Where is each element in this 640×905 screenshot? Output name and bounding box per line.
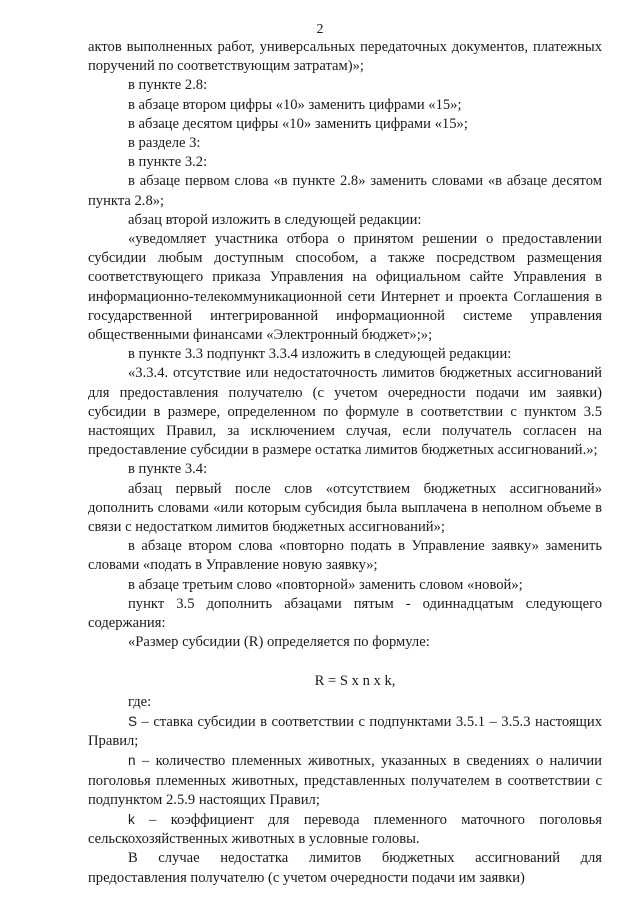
- paragraph-10: в пункте 3.3 подпункт 3.3.4 изложить в следующей редакции:: [128, 346, 512, 363]
- definition-s: [88, 712, 602, 751]
- definition-symbol: S: [128, 713, 138, 729]
- definition-text: – ставка субсидии в соответствии с подпунктами 3.5.1 – 3.5.3 настоящих Правил;: [88, 713, 602, 750]
- paragraph-7: в абзаце первом слова «в пункте 2.8» заменить словами «в абзаце десятом пункта 2.8»;: [88, 173, 602, 209]
- paragraph-1: актов выполненных работ, универсальных передаточных документов, платежных поручений по соответствующим затратам)»;: [88, 39, 602, 75]
- paragraph-8: абзац второй изложить в следующей редакции:: [128, 211, 422, 228]
- paragraph-13: абзац первый после слов «отсутствием бюджетных ассигнований» дополнить словами «или которым субсидия была выплачена в неполном объеме в связи с недостатком лимитов бюджетных ассигнований»;: [88, 480, 602, 536]
- paragraph-9: «уведомляет участника отбора о принятом решении о предоставлении субсидии любым доступным способом, а также посредством размещения соответствующего приказа Управления на официальном сайте Управления в информационно-телекоммуникационной сети Интернет и проекта Соглашения в государственной интегрированной информационной системе управления общественными финансами «Электронный бюджет»;»;: [88, 231, 602, 344]
- paragraph-17: «Размер субсидии (R) определяется по формуле:: [128, 634, 430, 651]
- page-number: 2: [316, 22, 324, 37]
- definition-k: [88, 810, 602, 849]
- paragraph-4: в абзаце десятом цифры «10» заменить цифрами «15»;: [128, 115, 468, 132]
- paragraph-12: в пункте 3.4:: [128, 461, 208, 478]
- definition-text: – коэффициент для перевода племенного маточного поголовья сельскохозяйственных животных в условные головы.: [88, 811, 602, 848]
- definition-symbol: n: [128, 753, 136, 769]
- definition-symbol: k: [128, 811, 135, 827]
- paragraph-6: в пункте 3.2:: [128, 154, 208, 171]
- document-body: [88, 38, 602, 888]
- closing-paragraph: В случае недостатка лимитов бюджетных ассигнований для предоставления получателю (с учетом очередности подачи им заявки): [88, 850, 602, 886]
- where-label: где:: [128, 693, 152, 710]
- paragraph-3: в абзаце втором цифры «10» заменить цифрами «15»;: [128, 96, 462, 113]
- paragraph-15: в абзаце третьим слово «повторной» заменить словом «новой»;: [128, 576, 523, 593]
- paragraph-11: «3.3.4. отсутствие или недостаточность лимитов бюджетных ассигнований для предоставления получателю (с учетом очередности подачи им заявки) субсидии в размере, определенном по формуле в соответствии с пунктом 3.5 настоящих Правил, за исключением случая, если получатель согласен на предоставление субсидии в размере остатка лимитов бюджетных ассигнований.»;: [88, 365, 602, 459]
- definition-text: – количество племенных животных, указанных в сведениях о наличии поголовья племенных животных, представленных получателем в соответствии с подпунктом 2.5.9 настоящих Правил;: [88, 753, 602, 808]
- formula: R = S x n x k,: [314, 672, 396, 689]
- paragraph-2: в пункте 2.8:: [128, 77, 208, 94]
- paragraph-14: в абзаце втором слова «повторно подать в Управление заявку» заменить словами «подать в Управление новую заявку»;: [88, 538, 602, 574]
- paragraph-16: пункт 3.5 дополнить абзацами пятым - одиннадцатым следующего содержания:: [88, 595, 602, 632]
- paragraph-5: в разделе 3:: [128, 135, 201, 152]
- definition-n: [88, 751, 602, 810]
